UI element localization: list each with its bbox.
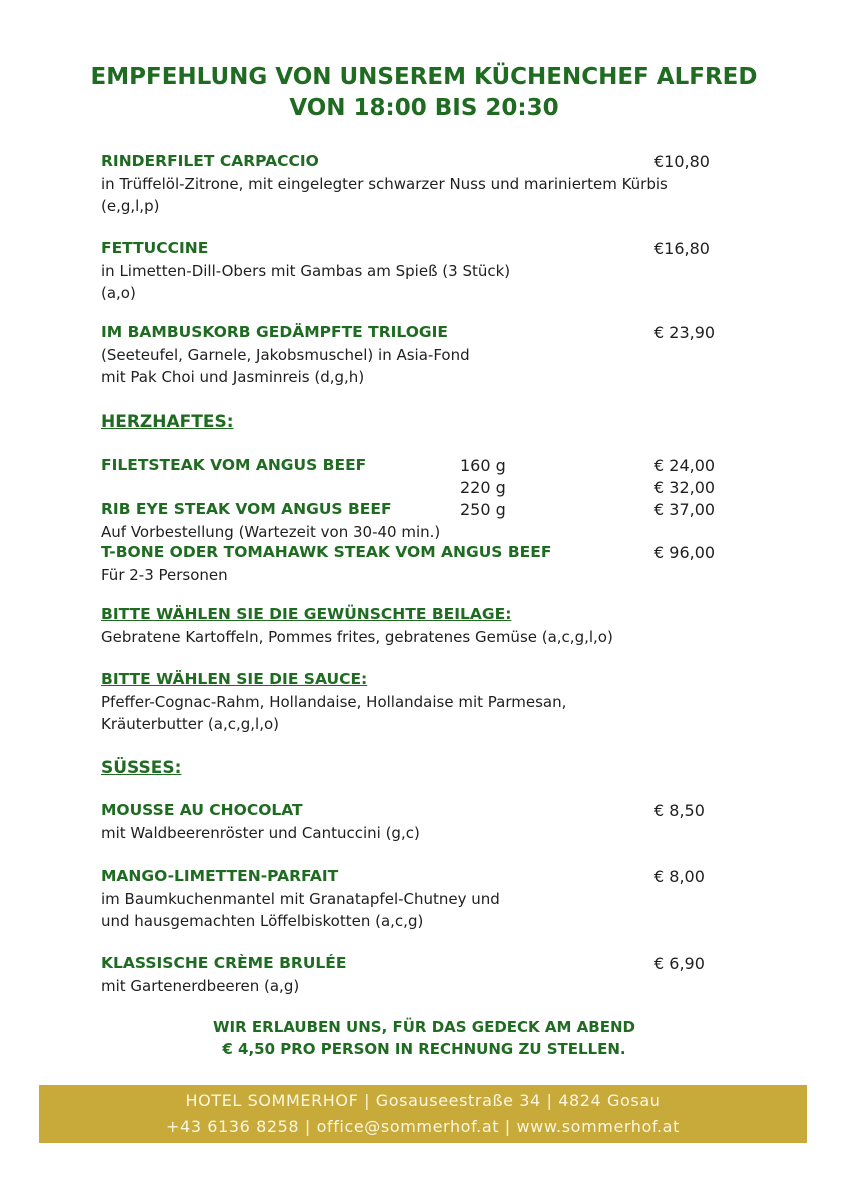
dish-description: in Trüffelöl-Zitrone, mit eingelegter schwarzer Nuss und mariniertem Kürbis xyxy=(101,175,668,193)
dish-name: FILETSTEAK VOM ANGUS BEEF xyxy=(101,456,367,474)
side-dish-options: Gebratene Kartoffeln, Pommes frites, gebratenes Gemüse (a,c,g,l,o) xyxy=(101,628,613,646)
dish-description: in Limetten-Dill-Obers mit Gambas am Spieß (3 Stück) xyxy=(101,262,511,280)
dish-allergens: (a,o) xyxy=(101,284,136,302)
dish-price: € 23,90 xyxy=(654,323,716,342)
dish-name: RIB EYE STEAK VOM ANGUS BEEF xyxy=(101,500,392,518)
hotel-contact: +43 6136 8258 | office@sommerhof.at | www.sommerhof.at xyxy=(166,1117,680,1136)
dish-name: IM BAMBUSKORB GEDÄMPFTE TRILOGIE xyxy=(101,323,448,341)
dish-name: MANGO-LIMETTEN-PARFAIT xyxy=(101,867,339,885)
sauce-options: Pfeffer-Cognac-Rahm, Hollandaise, Hollandaise mit Parmesan, xyxy=(101,693,567,711)
dish-description: und hausgemachten Löffelbiskotten (a,c,g) xyxy=(101,912,424,930)
dish-description: mit Waldbeerenröster und Cantuccini (g,c) xyxy=(101,824,420,842)
dish-name: MOUSSE AU CHOCOLAT xyxy=(101,801,303,819)
menu-title: EMPFEHLUNG VON UNSEREM KÜCHENCHEF ALFRED xyxy=(90,64,758,90)
hotel-footer xyxy=(39,1085,807,1143)
dish-name: KLASSISCHE CRÈME BRULÉE xyxy=(101,954,347,972)
dish-name: RINDERFILET CARPACCIO xyxy=(101,152,319,170)
dish-name: FETTUCCINE xyxy=(101,239,209,257)
section-heading-sweets: SÜSSES: xyxy=(101,758,182,778)
dish-name: T-BONE ODER TOMAHAWK STEAK VOM ANGUS BEEF xyxy=(101,543,552,561)
cover-charge-notice: WIR ERLAUBEN UNS, FÜR DAS GEDECK AM ABEND xyxy=(213,1018,635,1036)
side-dish-heading: BITTE WÄHLEN SIE DIE GEWÜNSCHTE BEILAGE: xyxy=(101,605,512,623)
dish-description: mit Gartenerdbeeren (a,g) xyxy=(101,977,300,995)
dish-price: € 96,00 xyxy=(654,543,716,562)
dish-price: € 24,00 xyxy=(654,456,716,475)
dish-price: € 37,00 xyxy=(654,500,716,519)
dish-price: € 6,90 xyxy=(654,954,705,973)
dish-description: Auf Vorbestellung (Wartezeit von 30-40 min.) xyxy=(101,523,441,541)
dish-description: (Seeteufel, Garnele, Jakobsmuschel) in Asia-Fond xyxy=(101,346,470,364)
dish-description: im Baumkuchenmantel mit Granatapfel-Chutney und xyxy=(101,890,500,908)
hotel-address: HOTEL SOMMERHOF | Gosauseestraße 34 | 4824 Gosau xyxy=(185,1091,661,1110)
dish-price: €16,80 xyxy=(654,239,710,258)
dish-description: mit Pak Choi und Jasminreis (d,g,h) xyxy=(101,368,365,386)
dish-price: € 32,00 xyxy=(654,478,716,497)
dish-price: € 8,00 xyxy=(654,867,705,886)
sauce-heading: BITTE WÄHLEN SIE DIE SAUCE: xyxy=(101,670,368,688)
dish-weight: 250 g xyxy=(460,500,506,519)
menu-time: VON 18:00 BIS 20:30 xyxy=(289,95,559,121)
dish-price: € 8,50 xyxy=(654,801,705,820)
dish-weight: 160 g xyxy=(460,456,506,475)
dish-allergens: (e,g,l,p) xyxy=(101,197,160,215)
section-heading-hearty: HERZHAFTES: xyxy=(101,412,234,432)
dish-description: Für 2-3 Personen xyxy=(101,566,228,584)
dish-price: €10,80 xyxy=(654,152,710,171)
cover-charge-amount: € 4,50 PRO PERSON IN RECHNUNG ZU STELLEN. xyxy=(222,1040,626,1058)
sauce-options: Kräuterbutter (a,c,g,l,o) xyxy=(101,715,280,733)
dish-weight: 220 g xyxy=(460,478,506,497)
